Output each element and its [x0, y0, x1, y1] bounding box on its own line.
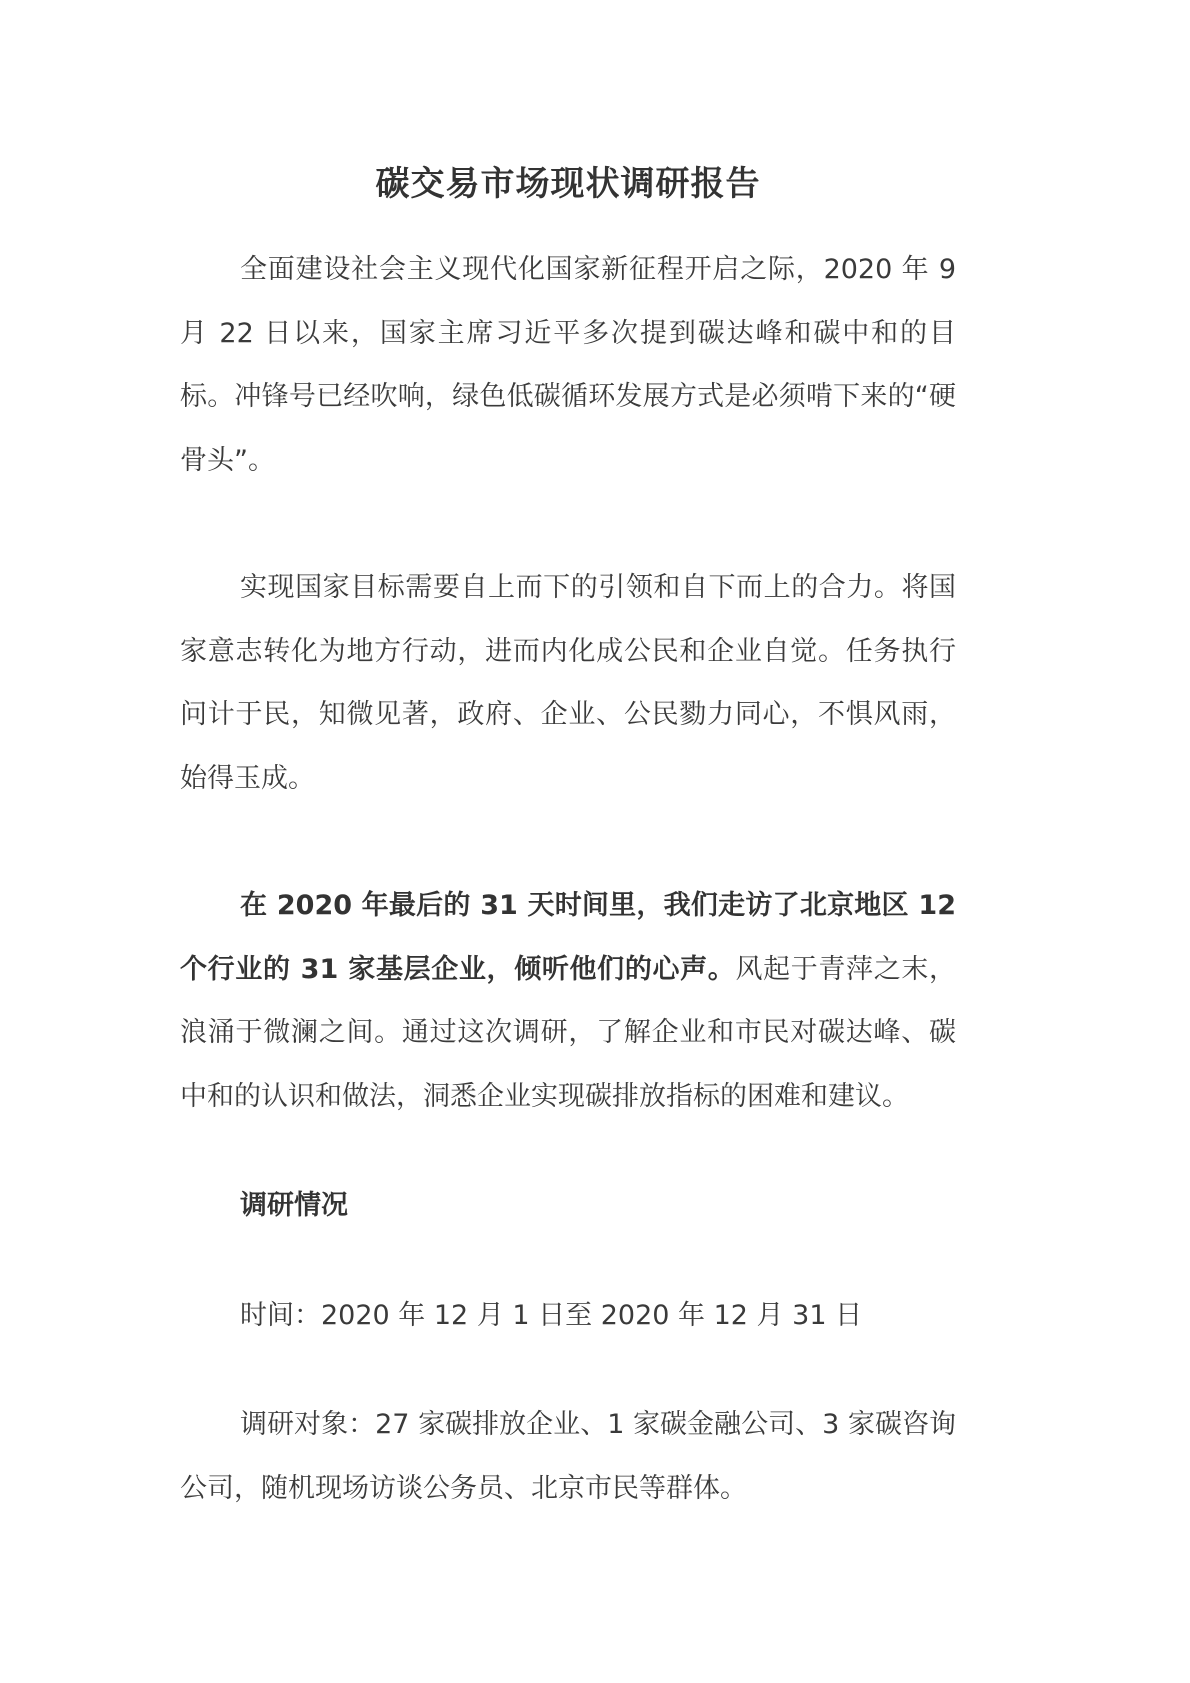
paragraph-spacer [180, 1238, 956, 1284]
survey-targets: 调研对象：27 家碳排放企业、1 家碳金融公司、3 家碳咨询公司，随机现场访谈公务员、北京市民等群体。 [180, 1409, 956, 1504]
paragraph-visit-emphasis: 在 2020 年最后的 31 天时间里，我们走访了北京地区 12 个行业的 31 家基层企业，倾听他们的心声。 [180, 890, 956, 985]
paragraph-spacer [180, 1128, 956, 1174]
document-title: 碳交易市场现状调研报告 [375, 164, 761, 204]
section-heading: 调研情况 [240, 1190, 348, 1221]
paragraph-goal: 实现国家目标需要自上而下的引领和自下而上的合力。将国家意志转化为地方行动，进而内化成公民和企业自觉。任务执行问计于民，知微见著，政府、企业、公民勠力同心，不惧风雨，始得玉成。 [180, 572, 956, 794]
paragraph-spacer [180, 1347, 956, 1393]
paragraph-visit [180, 874, 956, 1128]
survey-time: 时间：2020 年 12 月 1 日至 2020 年 12 月 31 日 [240, 1299, 863, 1331]
paragraph-intro: 全面建设社会主义现代化国家新征程开启之际，2020 年 9 月 22 日以来，国家主席习近平多次提到碳达峰和碳中和的目标。冲锋号已经吹响，绿色低碳循环发展方式是必须啃下来的“硬骨头”。 [180, 254, 956, 476]
paragraph-spacer [180, 810, 956, 874]
document-page [180, 158, 956, 1520]
paragraph-spacer [180, 492, 956, 556]
paragraph-visit-body: 风起于青萍之末，浪涌于微澜之间。通过这次调研，了解企业和市民对碳达峰、碳中和的认识和做法，洞悉企业实现碳排放指标的困难和建议。 [180, 953, 957, 1112]
